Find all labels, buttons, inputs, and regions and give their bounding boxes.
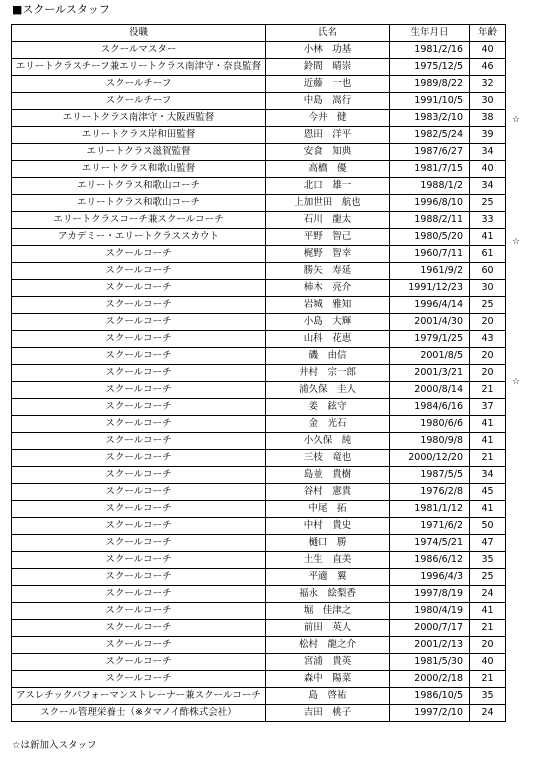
- table-row: [12, 688, 506, 705]
- role-cell: エリートクラス岸和田監督: [12, 127, 266, 144]
- role-cell: スクールコーチ: [12, 280, 266, 297]
- role-cell: スクール管理栄養士（※タマノイ酢株式会社）: [12, 705, 266, 722]
- role-cell: スクールコーチ: [12, 671, 266, 688]
- role-cell: エリートクラス滋賀監督: [12, 144, 266, 161]
- table-row: [12, 450, 506, 467]
- role-cell: スクールマスター: [12, 42, 266, 59]
- age-cell: 20: [470, 637, 506, 654]
- birthdate-cell: 1981/7/15: [390, 161, 470, 178]
- birthdate-cell: 1988/2/11: [390, 212, 470, 229]
- age-cell: 21: [470, 620, 506, 637]
- role-cell: スクールコーチ: [12, 535, 266, 552]
- age-cell: 34: [470, 144, 506, 161]
- table-row: [12, 331, 506, 348]
- name-cell: 三枝 竜也: [266, 450, 390, 467]
- role-cell: スクールコーチ: [12, 501, 266, 518]
- birthdate-cell: 1980/4/19: [390, 603, 470, 620]
- staff-table-body: [12, 42, 506, 722]
- name-cell: 島並 貴樹: [266, 467, 390, 484]
- role-cell: スクールチーフ: [12, 93, 266, 110]
- name-cell: 勝矢 寿延: [266, 263, 390, 280]
- age-cell: 20: [470, 348, 506, 365]
- role-cell: エリートクラス和歌山コーチ: [12, 178, 266, 195]
- age-cell: 21: [470, 382, 506, 399]
- table-row: [12, 416, 506, 433]
- role-cell: スクールコーチ: [12, 365, 266, 382]
- page-title: ■スクールスタッフ: [12, 3, 110, 16]
- table-row: [12, 569, 506, 586]
- age-cell: 45: [470, 484, 506, 501]
- age-cell: 34: [470, 467, 506, 484]
- table-row: [12, 263, 506, 280]
- role-cell: スクールコーチ: [12, 450, 266, 467]
- name-cell: 平適 翼: [266, 569, 390, 586]
- table-row: [12, 76, 506, 93]
- name-cell: 堀 佳津之: [266, 603, 390, 620]
- table-row: [12, 144, 506, 161]
- birthdate-cell: 1991/12/23: [390, 280, 470, 297]
- table-row: [12, 348, 506, 365]
- age-cell: 40: [470, 42, 506, 59]
- role-cell: スクールコーチ: [12, 654, 266, 671]
- birthdate-cell: 1983/2/10: [390, 110, 470, 127]
- age-cell: 40: [470, 654, 506, 671]
- name-cell: 島 啓祐: [266, 688, 390, 705]
- role-cell: エリートクラス南津守・大阪西監督: [12, 110, 266, 127]
- birthdate-cell: 1997/2/10: [390, 705, 470, 722]
- table-row: [12, 280, 506, 297]
- birthdate-cell: 1976/2/8: [390, 484, 470, 501]
- name-cell: 姜 鉉守: [266, 399, 390, 416]
- staff-table: [11, 24, 506, 722]
- name-cell: 宮浦 貴英: [266, 654, 390, 671]
- role-cell: スクールコーチ: [12, 348, 266, 365]
- age-cell: 25: [470, 195, 506, 212]
- table-row: [12, 671, 506, 688]
- name-cell: 前田 英人: [266, 620, 390, 637]
- age-cell: 21: [470, 450, 506, 467]
- age-cell: 24: [470, 705, 506, 722]
- name-cell: 柿木 亮介: [266, 280, 390, 297]
- age-cell: 43: [470, 331, 506, 348]
- table-row: [12, 195, 506, 212]
- age-cell: 30: [470, 280, 506, 297]
- name-cell: 松村 龍之介: [266, 637, 390, 654]
- birthdate-cell: 1991/10/5: [390, 93, 470, 110]
- birthdate-cell: 1981/2/16: [390, 42, 470, 59]
- age-cell: 46: [470, 59, 506, 76]
- role-cell: スクールコーチ: [12, 263, 266, 280]
- age-cell: 37: [470, 399, 506, 416]
- name-cell: 吉田 桃子: [266, 705, 390, 722]
- age-cell: 25: [470, 297, 506, 314]
- name-cell: 恩田 洋平: [266, 127, 390, 144]
- name-cell: 高橋 優: [266, 161, 390, 178]
- role-cell: エリートクラス和歌山コーチ: [12, 195, 266, 212]
- table-row: [12, 42, 506, 59]
- birthdate-cell: 1987/5/5: [390, 467, 470, 484]
- table-row: [12, 484, 506, 501]
- table-row: [12, 467, 506, 484]
- name-cell: 石川 龍太: [266, 212, 390, 229]
- age-cell: 20: [470, 365, 506, 382]
- name-cell: 金 光石: [266, 416, 390, 433]
- birthdate-cell: 2000/12/20: [390, 450, 470, 467]
- table-row: [12, 161, 506, 178]
- table-row: [12, 620, 506, 637]
- role-cell: スクールコーチ: [12, 518, 266, 535]
- role-cell: スクールコーチ: [12, 433, 266, 450]
- age-cell: 40: [470, 161, 506, 178]
- table-row: [12, 297, 506, 314]
- birthdate-cell: 1981/5/30: [390, 654, 470, 671]
- birthdate-cell: 1986/6/12: [390, 552, 470, 569]
- role-cell: スクールコーチ: [12, 246, 266, 263]
- name-cell: 近藤 一也: [266, 76, 390, 93]
- birthdate-cell: 2001/3/21: [390, 365, 470, 382]
- birthdate-cell: 1982/5/24: [390, 127, 470, 144]
- birthdate-cell: 1987/6/27: [390, 144, 470, 161]
- birthdate-cell: 1996/4/3: [390, 569, 470, 586]
- table-row: [12, 110, 506, 127]
- new-staff-star-icon: ☆: [512, 377, 521, 387]
- age-cell: 60: [470, 263, 506, 280]
- new-staff-star-icon: ☆: [512, 115, 521, 126]
- name-cell: 小島 大輝: [266, 314, 390, 331]
- table-row: [12, 535, 506, 552]
- role-cell: スクールコーチ: [12, 637, 266, 654]
- table-row: [12, 586, 506, 603]
- age-cell: 30: [470, 93, 506, 110]
- header-name: 氏名: [266, 25, 390, 42]
- table-header-row: [12, 25, 506, 42]
- age-cell: 34: [470, 178, 506, 195]
- table-row: [12, 501, 506, 518]
- role-cell: スクールコーチ: [12, 399, 266, 416]
- table-row: [12, 433, 506, 450]
- name-cell: 中島 嵩行: [266, 93, 390, 110]
- birthdate-cell: 1960/7/11: [390, 246, 470, 263]
- table-row: [12, 314, 506, 331]
- name-cell: 土生 直美: [266, 552, 390, 569]
- age-cell: 41: [470, 501, 506, 518]
- table-row: [12, 365, 506, 382]
- name-cell: 森中 陽菜: [266, 671, 390, 688]
- role-cell: エリートクラス和歌山監督: [12, 161, 266, 178]
- birthdate-cell: 2001/4/30: [390, 314, 470, 331]
- role-cell: スクールチーフ: [12, 76, 266, 93]
- birthdate-cell: 1996/4/14: [390, 297, 470, 314]
- birthdate-cell: 2001/8/5: [390, 348, 470, 365]
- age-cell: 32: [470, 76, 506, 93]
- role-cell: スクールコーチ: [12, 569, 266, 586]
- role-cell: スクールコーチ: [12, 416, 266, 433]
- age-cell: 24: [470, 586, 506, 603]
- table-row: [12, 246, 506, 263]
- age-cell: 41: [470, 229, 506, 246]
- birthdate-cell: 1961/9/2: [390, 263, 470, 280]
- table-row: [12, 229, 506, 246]
- table-row: [12, 382, 506, 399]
- table-row: [12, 654, 506, 671]
- role-cell: スクールコーチ: [12, 467, 266, 484]
- table-row: [12, 603, 506, 620]
- name-cell: 磯 由信: [266, 348, 390, 365]
- birthdate-cell: 1984/6/16: [390, 399, 470, 416]
- birthdate-cell: 1974/5/21: [390, 535, 470, 552]
- header-role: 役職: [12, 25, 266, 42]
- birthdate-cell: 2000/2/18: [390, 671, 470, 688]
- name-cell: 谷村 憲貴: [266, 484, 390, 501]
- table-row: [12, 399, 506, 416]
- table-row: [12, 93, 506, 110]
- footnote: ☆は新加入スタッフ: [12, 740, 97, 751]
- name-cell: 小久保 純: [266, 433, 390, 450]
- age-cell: 41: [470, 603, 506, 620]
- name-cell: 安食 知典: [266, 144, 390, 161]
- role-cell: スクールコーチ: [12, 603, 266, 620]
- age-cell: 39: [470, 127, 506, 144]
- name-cell: 平野 智己: [266, 229, 390, 246]
- table-row: [12, 127, 506, 144]
- age-cell: 20: [470, 314, 506, 331]
- role-cell: スクールコーチ: [12, 331, 266, 348]
- birthdate-cell: 1986/10/5: [390, 688, 470, 705]
- name-cell: 山科 花恵: [266, 331, 390, 348]
- birthdate-cell: 1980/6/6: [390, 416, 470, 433]
- age-cell: 50: [470, 518, 506, 535]
- role-cell: スクールコーチ: [12, 314, 266, 331]
- birthdate-cell: 1988/1/2: [390, 178, 470, 195]
- age-cell: 35: [470, 688, 506, 705]
- age-cell: 35: [470, 552, 506, 569]
- birthdate-cell: 2000/7/17: [390, 620, 470, 637]
- role-cell: スクールコーチ: [12, 297, 266, 314]
- name-cell: 北口 雄一: [266, 178, 390, 195]
- age-cell: 21: [470, 671, 506, 688]
- birthdate-cell: 2001/2/13: [390, 637, 470, 654]
- birthdate-cell: 1971/6/2: [390, 518, 470, 535]
- role-cell: スクールコーチ: [12, 620, 266, 637]
- role-cell: エリートクラスチーフ兼エリートクラス南津守・奈良監督: [12, 59, 266, 76]
- name-cell: 浦久保 圭人: [266, 382, 390, 399]
- name-cell: 梶野 智幸: [266, 246, 390, 263]
- age-cell: 38: [470, 110, 506, 127]
- role-cell: エリートクラスコーチ兼スクールコーチ: [12, 212, 266, 229]
- role-cell: スクールコーチ: [12, 586, 266, 603]
- new-staff-star-icon: ☆: [512, 237, 521, 248]
- birthdate-cell: 1989/8/22: [390, 76, 470, 93]
- table-row: [12, 212, 506, 229]
- table-row: [12, 705, 506, 722]
- age-cell: 33: [470, 212, 506, 229]
- age-cell: 47: [470, 535, 506, 552]
- header-age: 年齢: [470, 25, 506, 42]
- name-cell: 小林 功基: [266, 42, 390, 59]
- age-cell: 25: [470, 569, 506, 586]
- role-cell: スクールコーチ: [12, 552, 266, 569]
- age-cell: 61: [470, 246, 506, 263]
- role-cell: アスレチックパフォーマンストレーナー兼スクールコーチ: [12, 688, 266, 705]
- table-row: [12, 637, 506, 654]
- name-cell: 中村 貴史: [266, 518, 390, 535]
- birthdate-cell: 1980/9/8: [390, 433, 470, 450]
- role-cell: スクールコーチ: [12, 484, 266, 501]
- birthdate-cell: 1979/1/25: [390, 331, 470, 348]
- name-cell: 今井 健: [266, 110, 390, 127]
- name-cell: 井村 宗一郎: [266, 365, 390, 382]
- age-cell: 41: [470, 416, 506, 433]
- birthdate-cell: 1975/12/5: [390, 59, 470, 76]
- table-row: [12, 518, 506, 535]
- name-cell: 岩城 雅知: [266, 297, 390, 314]
- name-cell: 樋口 勝: [266, 535, 390, 552]
- name-cell: 中尾 拓: [266, 501, 390, 518]
- age-cell: 41: [470, 433, 506, 450]
- header-birthdate: 生年月日: [390, 25, 470, 42]
- name-cell: 上加世田 航也: [266, 195, 390, 212]
- name-cell: 福永 絵梨香: [266, 586, 390, 603]
- role-cell: スクールコーチ: [12, 382, 266, 399]
- table-row: [12, 178, 506, 195]
- role-cell: アカデミー・エリートクラススカウト: [12, 229, 266, 246]
- birthdate-cell: 1997/8/19: [390, 586, 470, 603]
- table-row: [12, 59, 506, 76]
- birthdate-cell: 2000/8/14: [390, 382, 470, 399]
- birthdate-cell: 1980/5/20: [390, 229, 470, 246]
- birthdate-cell: 1981/1/12: [390, 501, 470, 518]
- table-row: [12, 552, 506, 569]
- birthdate-cell: 1996/8/10: [390, 195, 470, 212]
- name-cell: 鈴間 晴崇: [266, 59, 390, 76]
